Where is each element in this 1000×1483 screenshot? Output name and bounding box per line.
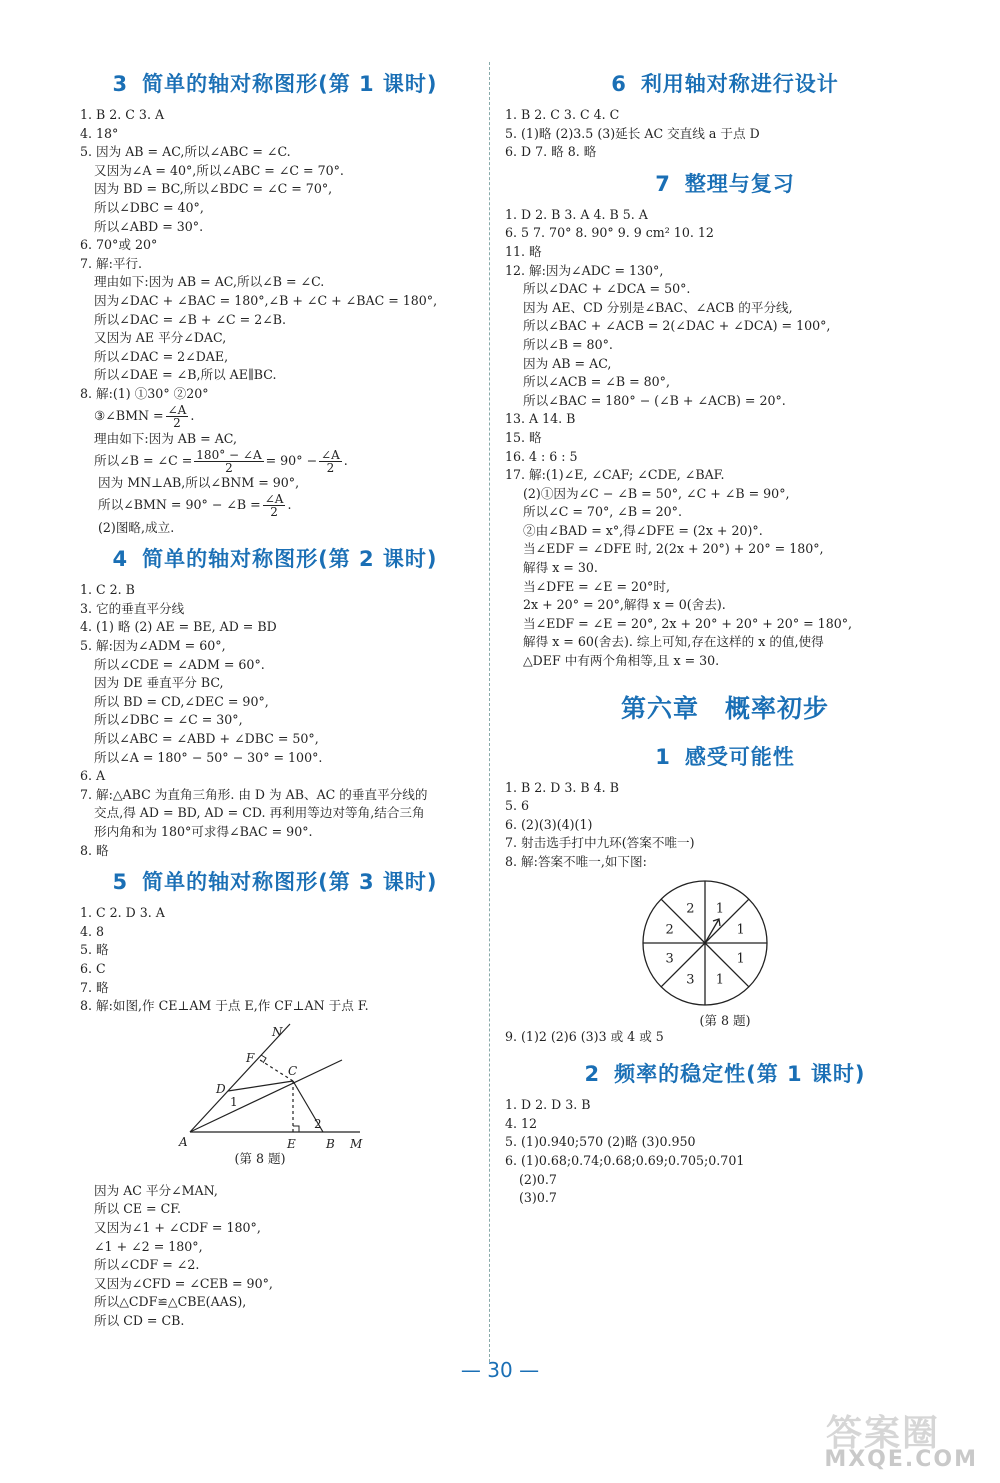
answer-line: 15. 略 (505, 429, 542, 445)
formula-line: 所以∠BMN = 90° − ∠B = $\frac{\angle A}{2}$ . (98, 492, 292, 520)
section-title-c2: 2 频率的稳定性(第 1 课时) (584, 1062, 866, 1087)
answer-line: 1. B 2. D 3. B 4. B (505, 779, 619, 795)
answer-line: 所以∠DAE = ∠B,所以 AE∥BC. (94, 367, 277, 383)
answer-line: 所以∠DAC + ∠DCA = 50°. (523, 281, 691, 297)
answer-line: 6. A (80, 768, 106, 784)
answer-line: 因为 BD = BC,所以∠BDC = ∠C = 70°, (94, 181, 333, 197)
label-m: M (350, 1136, 363, 1151)
answer-line: 又因为∠A = 40°,所以∠ABC = ∠C = 70°. (94, 162, 344, 178)
answer-line: 17. 解:(1)∠E, ∠CAF; ∠CDE, ∠BAF. (505, 467, 725, 483)
answer-line: △DEF 中有两个角相等,且 x = 30. (523, 653, 720, 669)
answer-line: 12. 解:因为∠ADC = 130°, (505, 262, 664, 278)
answer-line: 所以 CD = CB. (94, 1312, 185, 1328)
answer-line: 因为 AB = AC, (523, 355, 612, 371)
ray-an (190, 1024, 290, 1132)
answer-line: 4. (1) 略 (2) AE = BE, AD = BD (80, 619, 277, 635)
answer-line: 所以∠ABC = ∠ABD + ∠DBC = 50°, (94, 731, 319, 747)
answer-line: 所以∠CDF = ∠2. (94, 1257, 200, 1273)
answer-line: 当∠DFE = ∠E = 20°时, (523, 578, 670, 594)
answer-line: 所以∠C = 70°, ∠B = 20°. (523, 504, 682, 520)
answer-line: 5. 因为 AB = AC,所以∠ABC = ∠C. (80, 144, 291, 160)
section-6-answers (505, 106, 945, 162)
answer-line: 交点,得 AD = BD, AD = CD. 再利用等边对等角,结合三角 (94, 805, 425, 821)
column-divider (489, 62, 490, 1362)
right-column (505, 62, 945, 1208)
chapter-title: 第六章 概率初步 (620, 693, 830, 723)
answer-line: (3)0.7 (519, 1190, 557, 1206)
answer-line: 9. (1)2 (2)6 (3)3 或 4 或 5 (505, 1028, 664, 1044)
answer-line: 理由如下:因为 AB = AC,所以∠B = ∠C. (94, 274, 325, 290)
answer-line: 7. 射击选手打中九环(答案不唯一) (505, 835, 695, 851)
answer-line: 解得 x = 60(舍去). 综上可知,存在这样的 x 的值,使得 (523, 634, 824, 650)
figure-caption: (第 8 题) (699, 1012, 751, 1028)
answer-line: 6. (1)0.68;0.74;0.68;0.69;0.705;0.701 (505, 1152, 745, 1168)
answer-line: 5. 略 (80, 942, 109, 958)
answer-line: 3. 它的垂直平分线 (80, 600, 185, 616)
answer-line: 5. 解:因为∠ADM = 60°, (80, 638, 226, 654)
label-c: C (288, 1063, 298, 1078)
answer-line: 6. 5 7. 70° 8. 90° 9. 9 cm² 10. 12 (505, 225, 714, 241)
answer-line: 13. A 14. B (505, 411, 576, 427)
formula-line: 所以∠B = ∠C = $\frac{180^\circ - \angle A}{2}$ = 90° − $\frac{\angle A}{2}$ . (94, 447, 348, 475)
label-a: A (179, 1134, 188, 1149)
answer-line: 又因为∠CFD = ∠CEB = 90°, (94, 1275, 273, 1291)
right-angle-mark-e (293, 1126, 299, 1132)
answer-line: 所以∠BAC + ∠ACB = 2(∠DAC + ∠DCA) = 100°, (523, 318, 831, 334)
answer-line: 当∠EDF = ∠DFE 时, 2(2x + 20°) + 20° = 180°, (523, 541, 824, 557)
answer-line: 所以∠B = 80°. (523, 336, 613, 352)
watermark-url: MXQE.COM (824, 1447, 978, 1472)
answer-line: 又因为 AE 平分∠DAC, (94, 330, 227, 346)
geometry-figure (80, 1022, 470, 1176)
section-title-5: 5 简单的轴对称图形(第 3 课时) (112, 870, 438, 895)
label-angle-1: 1 (230, 1094, 238, 1109)
answer-line: ∠1 + ∠2 = 180°, (94, 1238, 203, 1254)
section-c2-answers (505, 1096, 945, 1208)
answer-line: 形内角和为 180°可求得∠BAC = 90°. (94, 824, 313, 839)
answer-line: 所以∠DBC = 40°, (94, 199, 204, 215)
answer-line: 因为 MN⊥AB,所以∠BNM = 90°, (98, 475, 300, 491)
answer-line: 所以∠A = 180° − 50° − 30° = 100°. (94, 749, 323, 765)
sector-label: 1 (736, 921, 745, 937)
section-title-c1: 1 感受可能性 (655, 744, 795, 769)
answer-line: 所以 BD = CD,∠DEC = 90°, (94, 693, 269, 709)
answer-line: 所以 CE = CF. (94, 1201, 181, 1217)
answer-line: 所以∠DAC = 2∠DAE, (94, 348, 229, 364)
section-5-proof (80, 1182, 470, 1331)
answer-line: (2)图略,成立. (98, 519, 175, 535)
answer-line: 所以∠BAC = 180° − (∠B + ∠ACB) = 20°. (523, 392, 786, 408)
section-4-answers (80, 581, 470, 860)
answer-line: 1. C 2. D 3. A (80, 905, 165, 921)
sector-label: 2 (686, 901, 695, 917)
answer-line: 所以∠CDE = ∠ADM = 60°. (94, 656, 265, 672)
answer-line: 4. 8 (80, 923, 105, 939)
answer-line: 解得 x = 30. (523, 560, 598, 576)
fraction: $\frac{180^\circ - \angle A}{2}$ (196, 447, 262, 475)
label-f: F (246, 1050, 255, 1065)
sector-label: 3 (686, 972, 695, 988)
answer-line: ②由∠BAD = x°,得∠DFE = (2x + 20)°. (523, 522, 763, 538)
label-n: N (272, 1024, 283, 1039)
answer-line: 2x + 20° = 20°,解得 x = 0(舍去). (523, 597, 726, 613)
fraction: $\frac{\angle A}{2}$ (167, 403, 187, 430)
answer-line: 1. D 2. D 3. B (505, 1097, 591, 1113)
answer-line: 所以∠DAC = ∠B + ∠C = 2∠B. (94, 311, 287, 327)
answer-line: 所以∠DBC = ∠C = 30°, (94, 712, 243, 728)
answer-line: 因为 AE、CD 分别是∠BAC、∠ACB 的平分线, (523, 299, 793, 315)
answer-line: (2)①因为∠C − ∠B = 50°, ∠C + ∠B = 90°, (523, 485, 790, 501)
answer-line: 5. 6 (505, 798, 530, 814)
label-d: D (216, 1081, 226, 1096)
label-angle-2: 2 (314, 1116, 322, 1131)
answer-line: 5. (1)0.940;570 (2)略 (3)0.950 (505, 1134, 696, 1150)
answer-line: 1. C 2. B (80, 582, 135, 598)
answer-line: 11. 略 (505, 243, 542, 259)
answer-line: 因为∠DAC + ∠BAC = 180°,∠B + ∠C + ∠BAC = 180°, (94, 292, 438, 308)
answer-line: 6. (2)(3)(4)(1) (505, 816, 593, 832)
answer-line: 所以△CDF≌△CBE(AAS), (94, 1294, 247, 1310)
answer-line: 所以∠ABD = 30°. (94, 218, 204, 234)
answer-line: 8. 解:如图,作 CE⊥AM 于点 E,作 CF⊥AN 于点 F. (80, 998, 369, 1014)
segment-dc (228, 1081, 293, 1091)
fraction: $\frac{\angle A}{2}$ (321, 447, 340, 475)
spinner-figure (505, 878, 945, 1028)
answer-line: 7. 解:平行. (80, 255, 143, 271)
answer-line: 因为 AC 平分∠MAN, (94, 1182, 218, 1198)
label-b: B (326, 1136, 335, 1151)
answer-line: 8. 解:(1) ①30° ②20° (80, 385, 209, 401)
answer-line: 6. 70°或 20° (80, 237, 158, 253)
section-title-6: 6 利用轴对称进行设计 (611, 72, 839, 96)
answer-line: 4. 18° (80, 125, 119, 141)
spinner-wheel (505, 878, 945, 1008)
answer-line: (2)0.7 (519, 1171, 557, 1187)
answer-line: 1. B 2. C 3. C 4. C (505, 107, 620, 122)
fraction: $\frac{\angle A}{2}$ (264, 492, 284, 520)
answer-line: 1. D 2. B 3. A 4. B 5. A (505, 206, 648, 222)
section-5-answers (80, 904, 470, 1016)
answer-line: 所以∠ACB = ∠B = 80°, (523, 374, 670, 390)
answer-line: 8. 略 (80, 842, 109, 858)
answer-line: 因为 DE 垂直平分 BC, (94, 675, 224, 691)
formula-line: ③∠BMN = $\frac{\angle A}{2}$ . (94, 403, 195, 430)
sector-label: 1 (736, 951, 745, 967)
answer-line: 16. 4 : 6 : 5 (505, 448, 578, 464)
sector-label: 1 (715, 972, 724, 988)
section-title-7: 7 整理与复习 (655, 171, 795, 196)
section-title-3: 3 简单的轴对称图形(第 1 课时) (112, 72, 438, 96)
answer-line: 4. 12 (505, 1115, 538, 1131)
left-column (80, 62, 470, 1331)
answer-line: 5. (1)略 (2)3.5 (3)延长 AC 交直线 a 于点 D (505, 125, 760, 141)
section-3-answers (80, 106, 470, 537)
answer-line: 又因为∠1 + ∠CDF = 180°, (94, 1219, 261, 1235)
watermark-logo: 答案圈 (825, 1413, 940, 1454)
answer-line: 6. C (80, 960, 106, 976)
sector-label: 3 (665, 951, 674, 967)
answer-line: 6. D 7. 略 8. 略 (505, 144, 597, 160)
answer-line: 理由如下:因为 AB = AC, (94, 430, 238, 446)
figure-caption: (第 8 题) (234, 1150, 286, 1166)
sector-label: 1 (715, 901, 724, 917)
label-e: E (287, 1136, 296, 1151)
page-number: — 30 — (460, 1358, 540, 1382)
section-7-answers (505, 206, 945, 671)
section-c1-answers (505, 779, 945, 872)
section-title-4: 4 简单的轴对称图形(第 2 课时) (112, 547, 438, 572)
answer-line: 当∠EDF = ∠E = 20°, 2x + 20° + 20° + 20° = 180°, (523, 615, 853, 631)
answer-line: 7. 解:△ABC 为直角三角形. 由 D 为 AB、AC 的垂直平分线的 (80, 786, 428, 802)
answer-line: 7. 略 (80, 979, 109, 995)
answer-line: 1. B 2. C 3. A (80, 107, 165, 122)
sector-label: 2 (665, 921, 674, 937)
answer-line: 8. 解:答案不唯一,如下图: (505, 854, 647, 869)
